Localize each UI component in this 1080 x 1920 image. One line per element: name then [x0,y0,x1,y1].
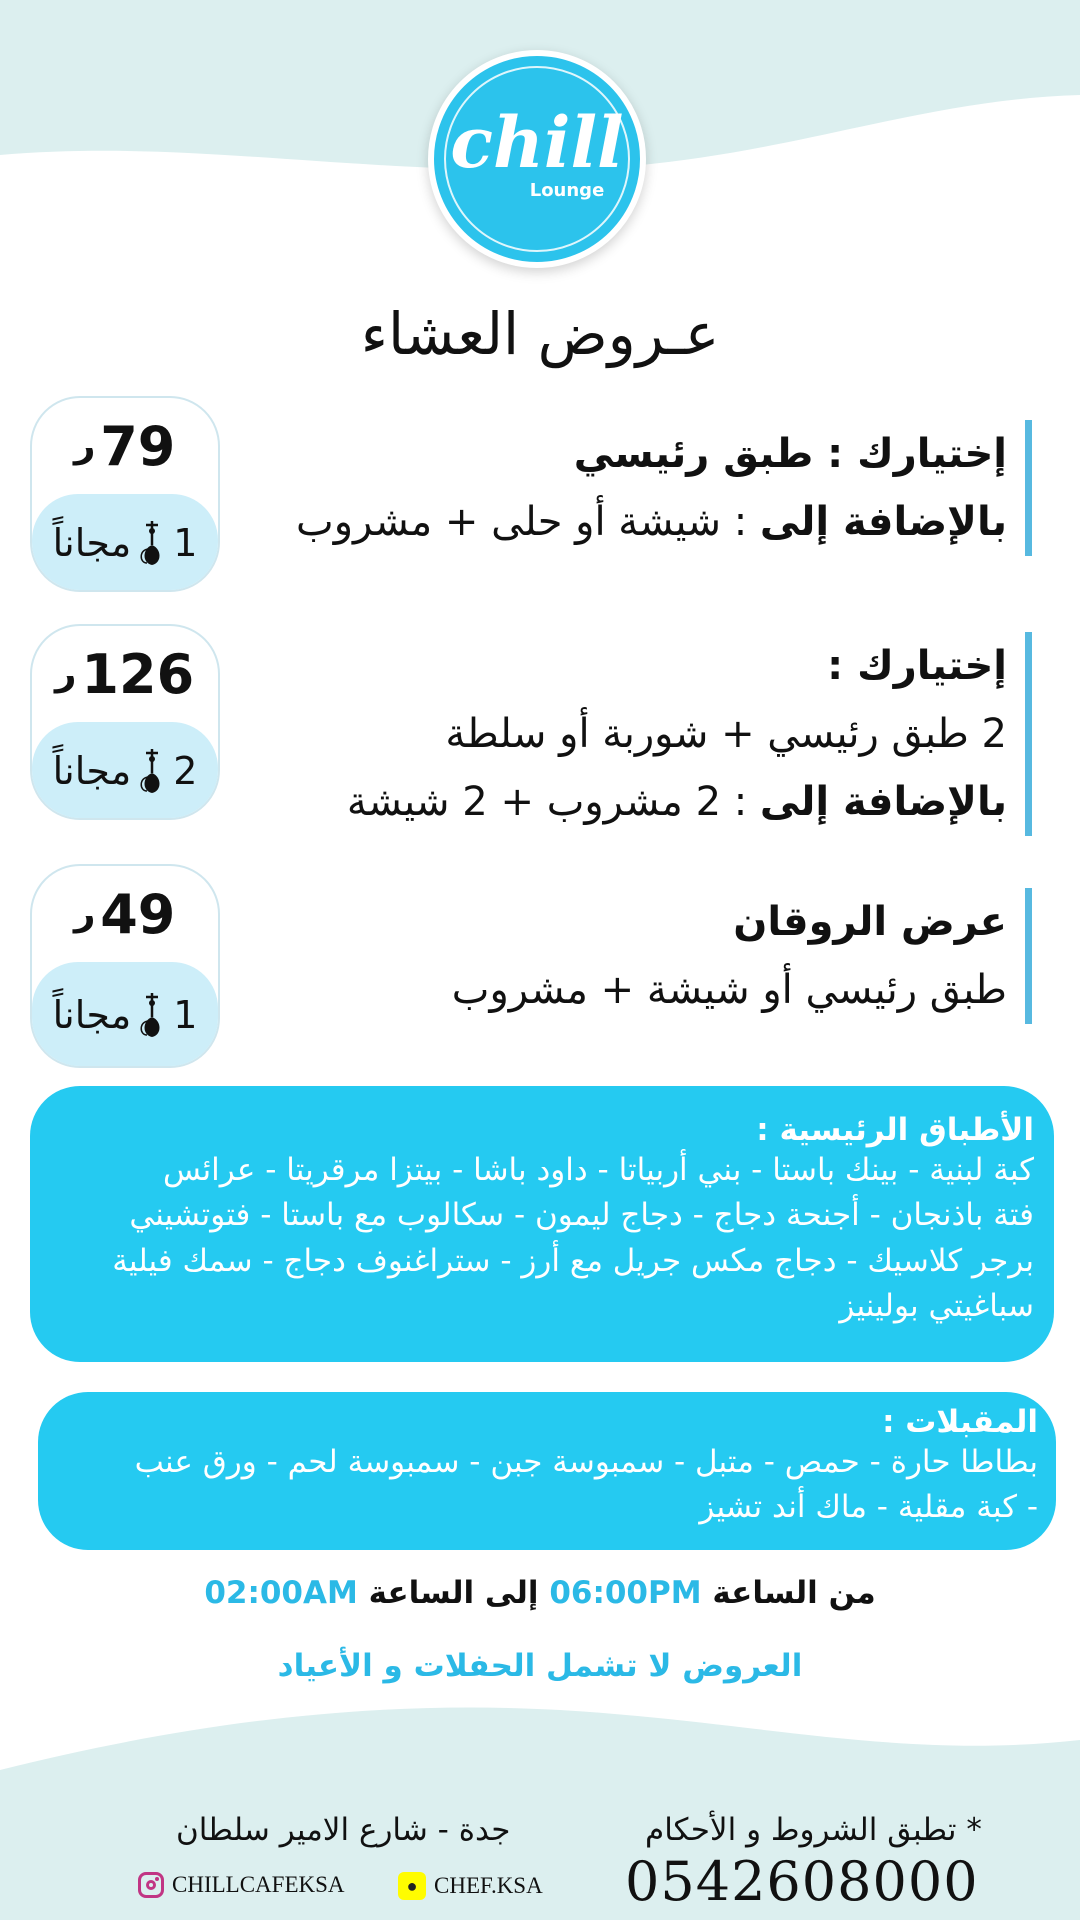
offer-2-free-badge [32,722,218,820]
offers-note: العروض لا تشمل الحفلات و الأعياد [277,1648,803,1684]
page-title: عـروض العشاء [360,300,720,368]
chill-lounge-logo [428,50,646,268]
hookah-icon [137,991,167,1039]
offer-3-price-card [30,864,220,1068]
main-dishes-box [30,1086,1054,1362]
instagram-icon [138,1872,164,1898]
offer-2-free-label: مجاناً [52,749,132,793]
offer-2-line-3: بالإضافة إلى : 2 مشروب + 2 شيشة [346,779,1007,825]
offer-3-line-2: طبق رئيسي أو شيشة + مشروب [451,967,1007,1013]
snapchat-handle[interactable] [398,1872,543,1900]
hookah-icon [137,747,167,795]
instagram-text: CHILLCAFEKSA [172,1872,345,1897]
phone-number: 0542608000 [625,1850,979,1913]
offer-1-free-label: مجاناً [52,521,132,565]
offer-1-line-2: بالإضافة إلى : شيشة أو حلى + مشروب [296,499,1007,545]
offer-2 [347,632,1032,836]
starters-line-1: بطاطا حارة - حمص - متبل - سمبوسة جبن - سمبوسة لحم - ورق عنب [134,1444,1038,1480]
offer-1-price-card [30,396,220,592]
starters-title: المقبلات : [882,1404,1038,1440]
snapchat-text: CHEF.KSA [434,1873,543,1898]
offer-1-free-count: 1 [173,521,198,565]
main-dishes-line-2: فتة باذنجان - أجنحة دجاج - دجاج ليمون - سكالوب مع باستا - فتوتشيني [129,1197,1034,1234]
offer-2-free-count: 2 [173,749,198,793]
offer-1-price: 79 [100,414,176,478]
instagram-handle[interactable] [138,1872,345,1898]
main-dishes-line-3: برجر كلاسيك - دجاج مكس جريل مع أرز - ستراغنوف دجاج - سمك فيلية [112,1242,1034,1279]
starters-line-2: - كبة مقلية - ماك أند تشيز [699,1489,1038,1526]
snapchat-icon: ● [398,1872,426,1900]
offer-3-free-label: مجاناً [52,993,132,1037]
offer-3-price: 49 [100,882,176,946]
opening-hours [0,1575,1080,1611]
offer-2-price-card [30,624,220,820]
main-dishes-line-1: كبة لبنية - بينك باستا - بني أربياتا - داود باشا - بيتزا مرقريتا - عرائس [163,1152,1034,1188]
offer-2-line-1: إختيارك : [827,643,1007,689]
offer-1-line-1: إختيارك : طبق رئيسي [573,431,1007,477]
hours-from-label: من الساعة [712,1575,876,1611]
riyal-icon: ر [73,426,96,466]
starters-box [38,1392,1056,1550]
hours-to-time: 02:00AM [204,1575,358,1611]
offer-3-line-1: عرض الروقان [733,899,1007,945]
offer-1-free-badge [32,494,218,592]
main-dishes-title: الأطباق الرئيسية : [756,1112,1034,1148]
offer-3 [452,888,1032,1024]
main-dishes-line-4: سباغيتي بولينيز [839,1287,1034,1324]
hours-to-label: إلى الساعة [368,1575,539,1611]
riyal-icon: ر [54,654,77,694]
offer-2-line-2: 2 طبق رئيسي + شوربة أو سلطة [445,711,1007,757]
hours-from-time: 06:00PM [549,1575,702,1611]
riyal-icon: ر [73,894,96,934]
hookah-icon [137,519,167,567]
offer-1 [296,420,1032,556]
offer-2-price: 126 [81,642,195,706]
offer-3-free-count: 1 [173,993,198,1037]
logo-subtitle: Lounge [529,179,605,201]
offer-3-free-badge [32,962,218,1068]
logo-word: chill [450,100,624,184]
address-text: جدة - شارع الامير سلطان [176,1812,511,1848]
terms-text: * تطبق الشروط و الأحكام [645,1812,982,1848]
